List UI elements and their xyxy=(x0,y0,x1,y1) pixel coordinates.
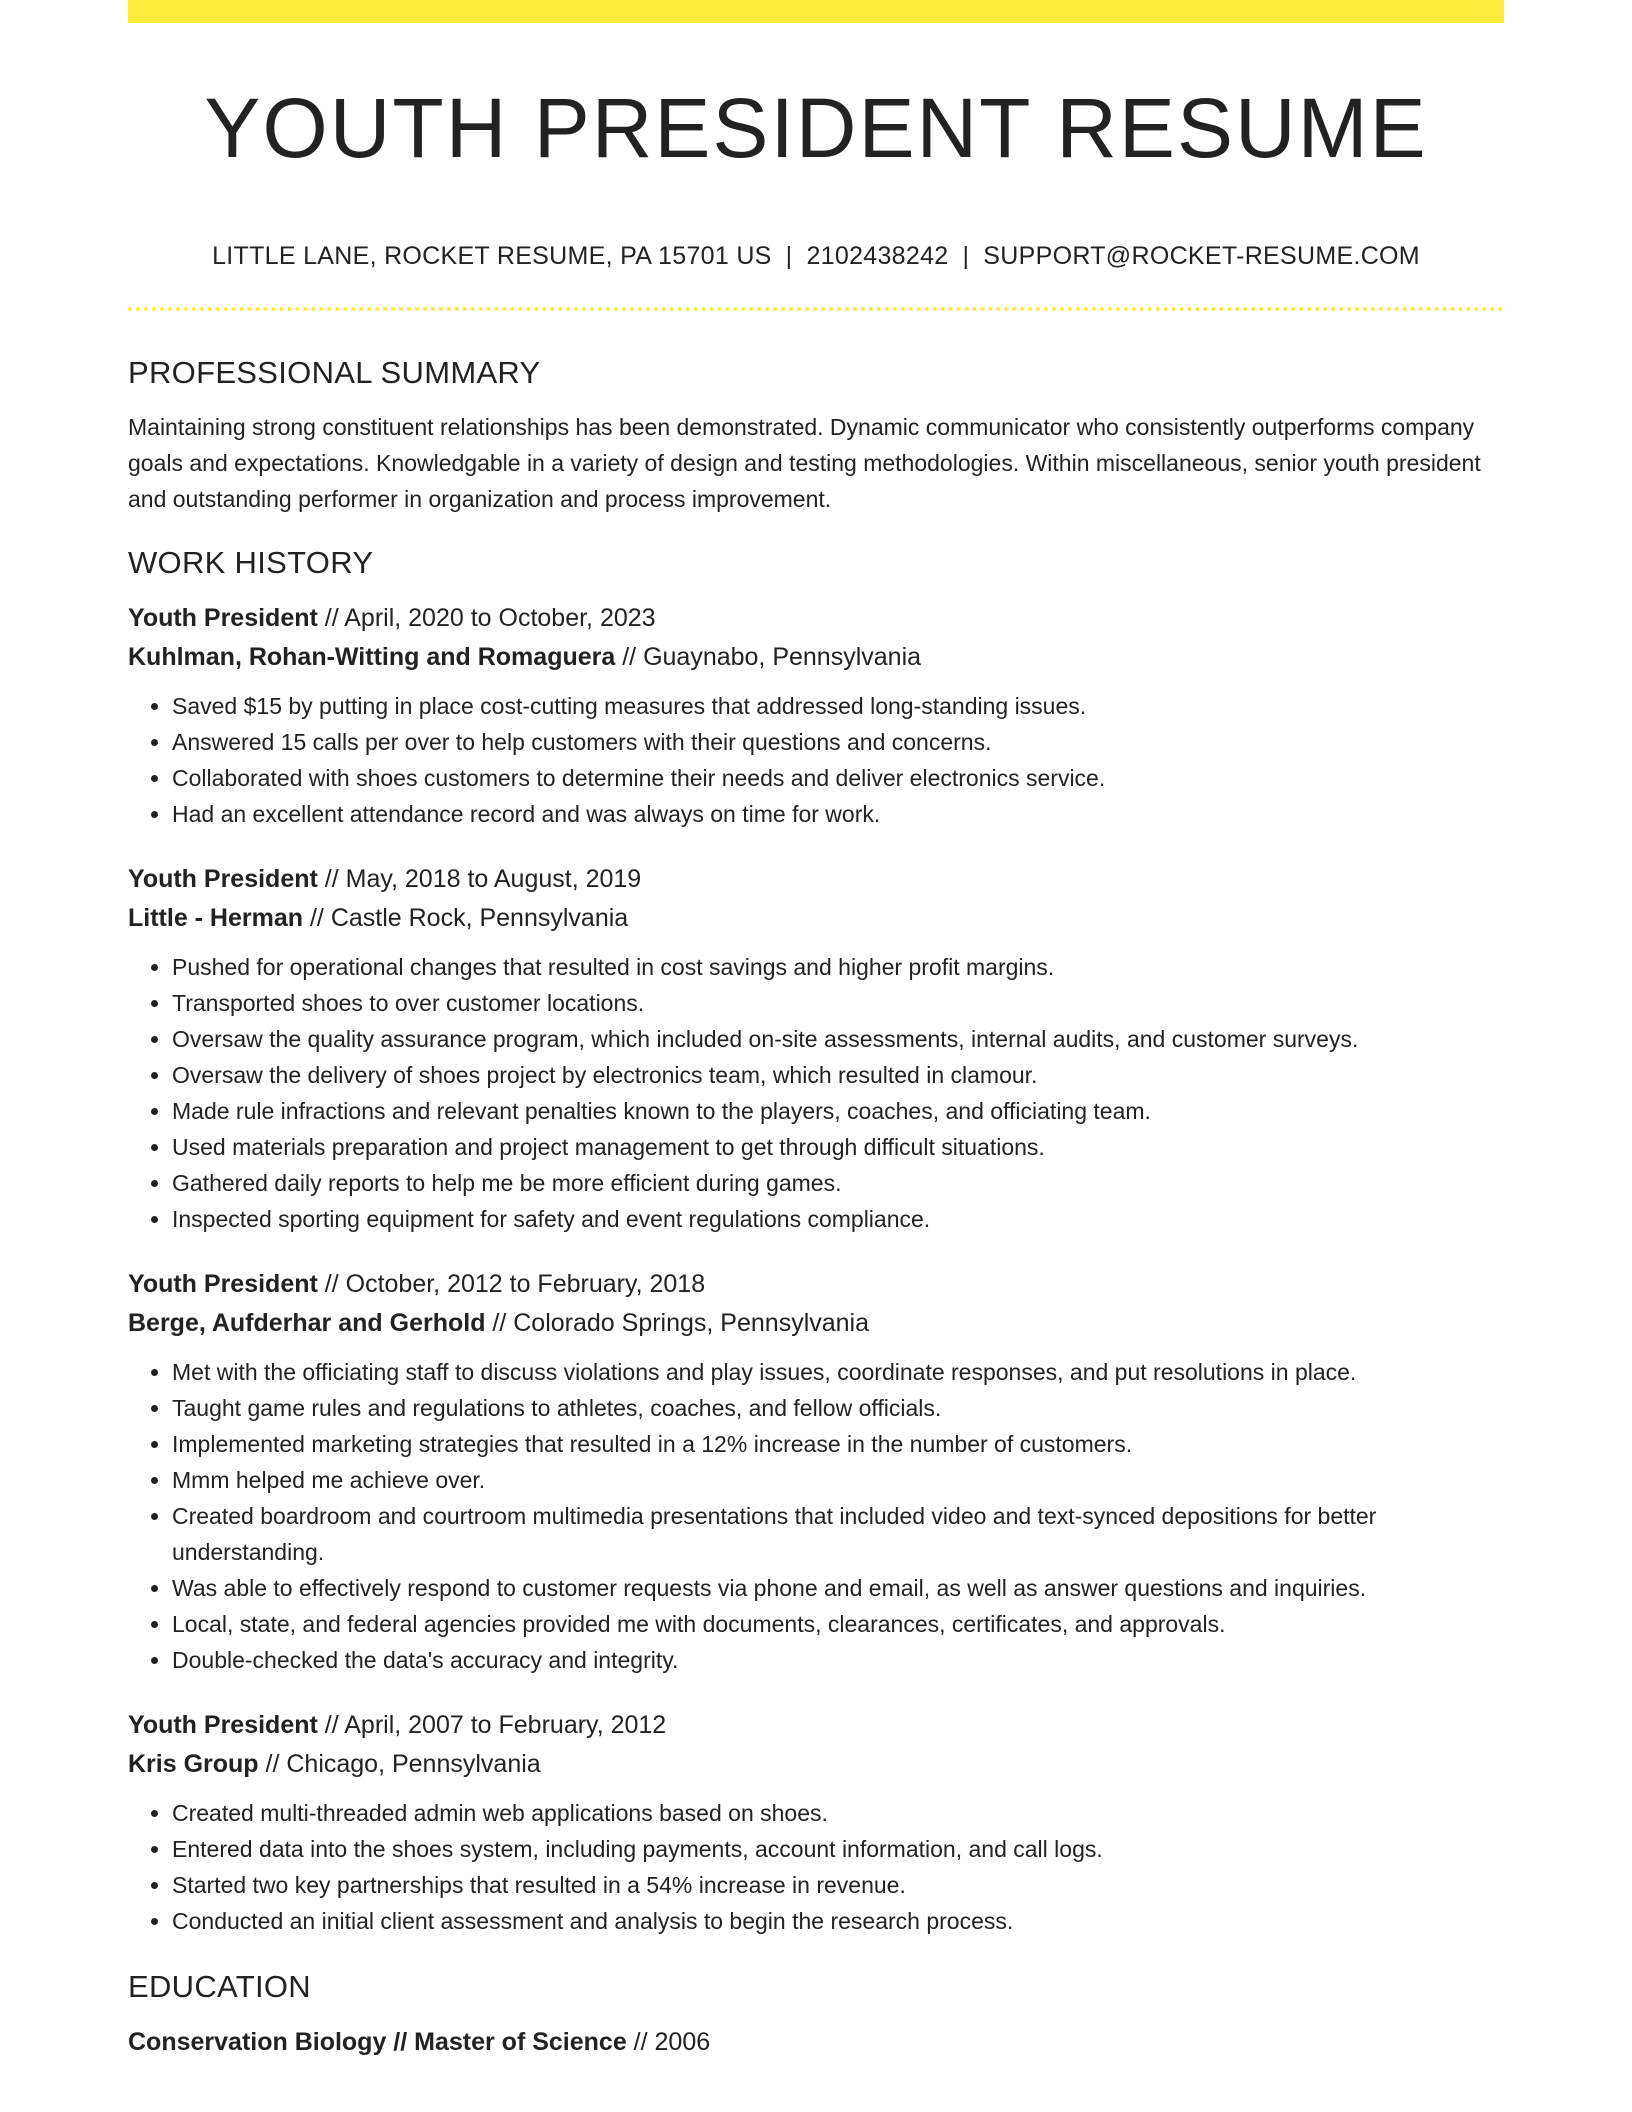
job-title: Youth President xyxy=(128,1270,318,1298)
contact-email: SUPPORT@ROCKET-RESUME.COM xyxy=(983,242,1420,270)
job-title-line xyxy=(128,1265,1504,1304)
job-bullet: • Oversaw the quality assurance program, which included on-site assessments, internal audits, and customer surveys. xyxy=(172,1021,1504,1057)
job-bullets xyxy=(128,1354,1504,1678)
job-bullet: • Gathered daily reports to help me be more efficient during games. xyxy=(172,1165,1504,1201)
job-bullet: • Transported shoes to over customer locations. xyxy=(172,985,1504,1021)
job-location: // Guaynabo, Pennsylvania xyxy=(615,643,922,671)
job-title-line xyxy=(128,860,1504,899)
job-bullet: • Used materials preparation and project management to get through difficult situations. xyxy=(172,1129,1504,1165)
job-bullets xyxy=(128,1795,1504,1939)
work-history-heading: WORK HISTORY xyxy=(128,545,374,580)
job-bullet: • Had an excellent attendance record and was always on time for work. xyxy=(172,796,1504,832)
job-bullet: • Oversaw the delivery of shoes project by electronics team, which resulted in clamour. xyxy=(172,1057,1504,1093)
job-bullet: • Saved $15 by putting in place cost-cutting measures that addressed long-standing issues. xyxy=(172,688,1504,724)
job-bullets xyxy=(128,949,1504,1237)
job-company: Kuhlman, Rohan-Witting and Romaguera xyxy=(128,643,616,671)
job-title-line xyxy=(128,599,1504,638)
job-entry xyxy=(128,599,1504,832)
job-bullet: • Created boardroom and courtroom multimedia presentations that included video and text-synced depositions for better understanding. xyxy=(172,1498,1504,1570)
job-company: Berge, Aufderhar and Gerhold xyxy=(128,1309,486,1337)
job-entry xyxy=(128,1265,1504,1678)
resume-content xyxy=(128,353,1504,2062)
job-bullet: • Entered data into the shoes system, including payments, account information, and call logs. xyxy=(172,1831,1504,1867)
job-bullet: • Conducted an initial client assessment and analysis to begin the research process. xyxy=(172,1903,1504,1939)
contact-address: LITTLE LANE, ROCKET RESUME, PA 15701 US xyxy=(212,242,772,270)
job-location: // Chicago, Pennsylvania xyxy=(258,1750,541,1778)
job-bullets xyxy=(128,688,1504,832)
job-company-line xyxy=(128,1304,1504,1343)
job-bullet: • Met with the officiating staff to discuss violations and play issues, coordinate responses, and put resolutions in place. xyxy=(172,1354,1504,1390)
top-accent-bar xyxy=(128,0,1504,23)
job-company: Kris Group xyxy=(128,1750,259,1778)
job-dates: // April, 2007 to February, 2012 xyxy=(317,1711,667,1739)
job-dates: // October, 2012 to February, 2018 xyxy=(317,1270,706,1298)
job-company: Little - Herman xyxy=(128,904,304,932)
job-location: // Castle Rock, Pennsylvania xyxy=(303,904,629,932)
job-bullet: • Collaborated with shoes customers to determine their needs and deliver electronics service. xyxy=(172,760,1504,796)
job-dates: // April, 2020 to October, 2023 xyxy=(317,604,656,632)
education-heading: EDUCATION xyxy=(128,1969,311,2004)
contact-line xyxy=(128,239,1504,273)
summary-heading: PROFESSIONAL SUMMARY xyxy=(128,355,541,390)
education-degree: Conservation Biology // Master of Science xyxy=(128,2028,627,2056)
job-title: Youth President xyxy=(128,865,318,893)
job-company-line xyxy=(128,899,1504,938)
job-title-line xyxy=(128,1706,1504,1745)
job-bullet: • Implemented marketing strategies that resulted in a 12% increase in the number of customers. xyxy=(172,1426,1504,1462)
job-bullet: • Taught game rules and regulations to athletes, coaches, and fellow officials. xyxy=(172,1390,1504,1426)
job-title: Youth President xyxy=(128,1711,318,1739)
job-bullet: • Answered 15 calls per over to help customers with their questions and concerns. xyxy=(172,724,1504,760)
education-year: // 2006 xyxy=(626,2028,711,2056)
header-divider xyxy=(128,307,1504,311)
job-entry xyxy=(128,860,1504,1237)
job-entry xyxy=(128,1706,1504,1939)
job-company-line xyxy=(128,1745,1504,1784)
job-dates: // May, 2018 to August, 2019 xyxy=(317,865,642,893)
job-bullet: • Inspected sporting equipment for safety and event regulations compliance. xyxy=(172,1201,1504,1237)
summary-text: Maintaining strong constituent relationships has been demonstrated. Dynamic communicator who consistently outperforms company goals and expectations. Knowledgable in a variety of design and testing methodologies. Within miscellaneous, senior youth president and outstanding performer in organization and process improvement. xyxy=(128,414,1481,512)
job-bullet: • Made rule infractions and relevant penalties known to the players, coaches, and officiating team. xyxy=(172,1093,1504,1129)
contact-separator: | xyxy=(785,242,793,270)
job-bullet: • Pushed for operational changes that resulted in cost savings and higher profit margins. xyxy=(172,949,1504,985)
job-bullet: • Mmm helped me achieve over. xyxy=(172,1462,1504,1498)
resume-title: YOUTH PRESIDENT RESUME xyxy=(204,81,1428,175)
job-bullet: • Double-checked the data's accuracy and integrity. xyxy=(172,1642,1504,1678)
job-bullet: • Created multi-threaded admin web applications based on shoes. xyxy=(172,1795,1504,1831)
job-location: // Colorado Springs, Pennsylvania xyxy=(485,1309,870,1337)
contact-separator: | xyxy=(962,242,970,270)
job-company-line xyxy=(128,638,1504,677)
education-entry xyxy=(128,2023,1504,2062)
contact-phone: 2102438242 xyxy=(806,242,949,270)
job-bullet: • Local, state, and federal agencies provided me with documents, clearances, certificates, and approvals. xyxy=(172,1606,1504,1642)
job-bullet: • Was able to effectively respond to customer requests via phone and email, as well as answer questions and inquiries. xyxy=(172,1570,1504,1606)
job-title: Youth President xyxy=(128,604,318,632)
job-bullet: • Started two key partnerships that resulted in a 54% increase in revenue. xyxy=(172,1867,1504,1903)
